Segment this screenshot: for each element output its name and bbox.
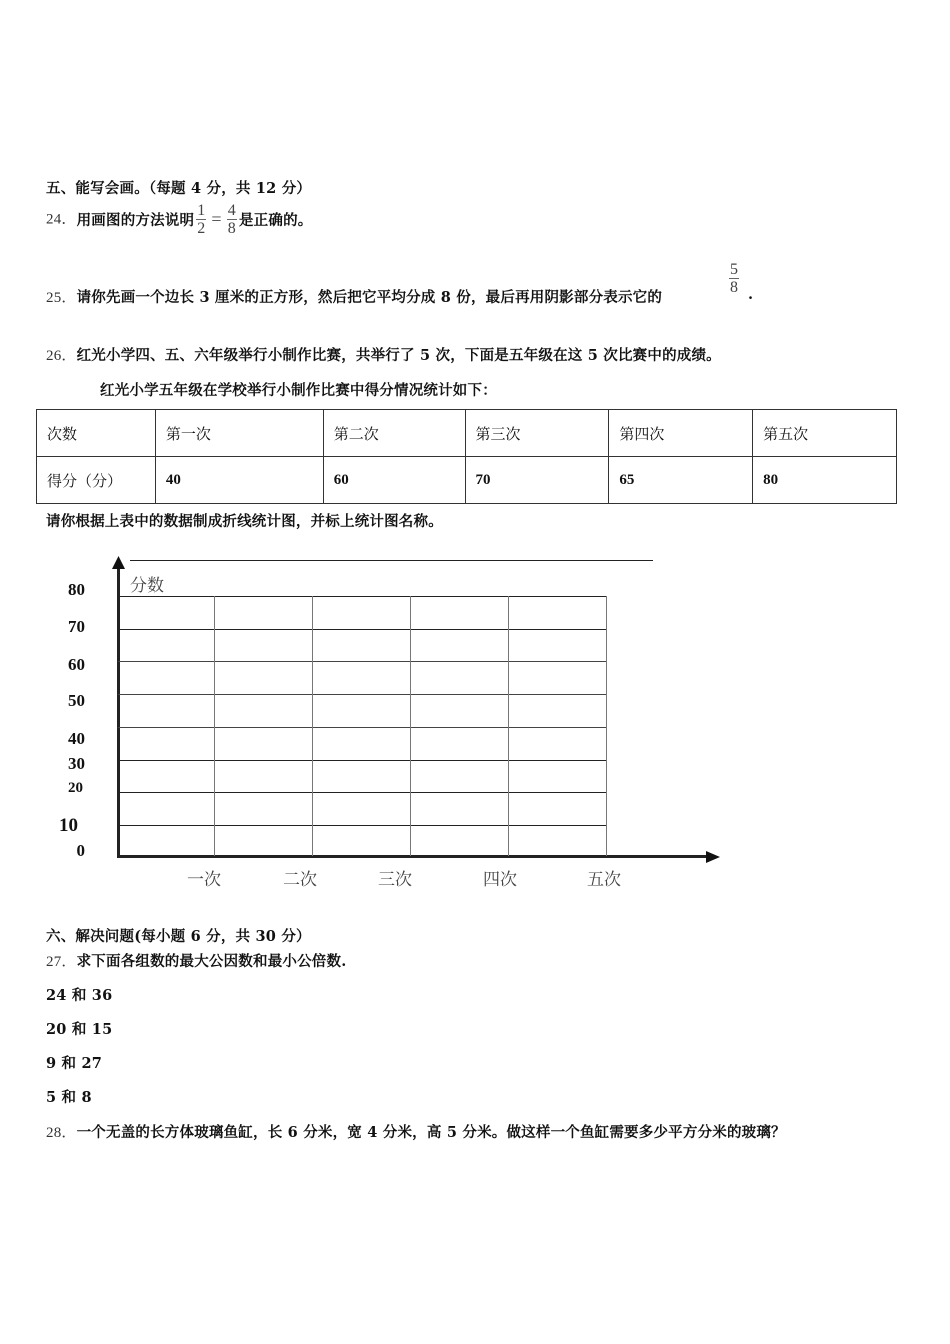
grid-line-30 — [118, 760, 607, 761]
fraction-one-half: $\frac{1}{2}$ — [197, 202, 206, 237]
grid-line-50 — [118, 694, 607, 695]
grid-col-2 — [312, 596, 313, 856]
grid-col-4 — [508, 596, 509, 856]
question-26 — [46, 344, 721, 365]
grid-line-10 — [118, 825, 607, 826]
question-28 — [46, 1121, 786, 1142]
question-number: 27． — [46, 954, 77, 970]
grid-col-5 — [606, 596, 607, 856]
x-axis-arrow-icon — [706, 851, 720, 863]
table-cell: 第一次 — [155, 410, 323, 457]
question-text: 求下面各组数的最大公因数和最小公倍数. — [76, 953, 347, 970]
table-cell: 80 — [753, 457, 897, 504]
question-27 — [46, 950, 346, 971]
x-tick: 二次 — [283, 870, 317, 890]
table-cell: 第二次 — [323, 410, 465, 457]
question-number: 26． — [46, 348, 77, 364]
y-tick: 50 — [68, 691, 85, 710]
grid-line-20 — [118, 792, 607, 793]
y-tick: 20 — [68, 780, 83, 796]
table-header-row — [37, 410, 897, 457]
y-tick: 70 — [68, 617, 85, 636]
chart-instruction: 请你根据上表中的数据制成折线统计图，并标上统计图名称。 — [46, 513, 443, 530]
table-caption: 红光小学五年级在学校举行小制作比赛中得分情况统计如下： — [100, 382, 497, 399]
table-cell: 40 — [155, 457, 323, 504]
period: . — [748, 286, 754, 303]
grid-line-60 — [118, 661, 607, 662]
y-axis — [117, 566, 120, 858]
y-tick: 0 — [76, 841, 85, 860]
section-6-heading: 六、解决问题(每小题 6 分，共 30 分） — [46, 928, 311, 945]
y-tick: 30 — [68, 754, 85, 773]
x-tick: 三次 — [378, 870, 412, 890]
grid-line-80 — [118, 596, 607, 597]
question-text: 一个无盖的长方体玻璃鱼缸，长 6 分米，宽 4 分米，高 5 分米。做这样一个鱼缸需要多少平方分米的玻璃？ — [76, 1124, 786, 1141]
table-cell: 第四次 — [609, 410, 753, 457]
question-text: 请你先画一个边长 3 厘米的正方形，然后把它平均分成 8 份，最后再用阴影部分表示它的 — [76, 289, 663, 306]
table-row — [37, 457, 897, 504]
table-cell: 65 — [609, 457, 753, 504]
grid-line-70 — [118, 629, 607, 630]
number-pair: 5 和 8 — [46, 1089, 92, 1106]
question-24 — [46, 202, 312, 237]
fraction-five-eighths: $\frac{5}{8}$ — [730, 261, 738, 296]
y-tick: 40 — [68, 729, 85, 748]
question-number: 28． — [46, 1125, 77, 1141]
x-tick: 四次 — [483, 870, 517, 890]
question-text: 红光小学四、五、六年级举行小制作比赛，共举行了 5 次，下面是五年级在这 5 次比赛中的成绩。 — [76, 347, 721, 364]
question-number: 24． — [46, 211, 77, 228]
grid-col-1 — [214, 596, 215, 856]
question-number: 25． — [46, 290, 77, 306]
x-axis — [117, 855, 709, 858]
table-cell: 第三次 — [465, 410, 609, 457]
chart-title-blank[interactable] — [130, 560, 653, 561]
y-axis-label: 分数 — [130, 576, 164, 596]
grid-line-40 — [118, 727, 607, 728]
number-pair: 9 和 27 — [46, 1055, 103, 1072]
grid-col-3 — [410, 596, 411, 856]
x-tick: 一次 — [187, 870, 221, 890]
table-cell: 70 — [465, 457, 609, 504]
table-cell: 次数 — [37, 410, 156, 457]
table-cell: 60 — [323, 457, 465, 504]
table-cell: 第五次 — [753, 410, 897, 457]
x-tick: 五次 — [587, 870, 621, 890]
section-5-heading: 五、能写会画。（每题 4 分，共 12 分） — [46, 180, 312, 197]
question-text: 用画图的方法说明 — [76, 212, 195, 229]
score-table — [36, 409, 897, 504]
number-pair: 24 和 36 — [46, 987, 113, 1004]
number-pair: 20 和 15 — [46, 1021, 113, 1038]
y-tick: 80 — [68, 580, 85, 599]
fraction-four-eighths: $\frac{4}{8}$ — [227, 202, 236, 237]
y-tick: 60 — [68, 655, 85, 674]
table-cell: 得分（分） — [37, 457, 156, 504]
question-25 — [46, 286, 662, 307]
y-axis-arrow-icon — [112, 556, 125, 570]
equals-sign: = — [211, 209, 222, 229]
y-tick: 10 — [59, 815, 78, 836]
question-text-end: 是正确的。 — [238, 212, 313, 229]
